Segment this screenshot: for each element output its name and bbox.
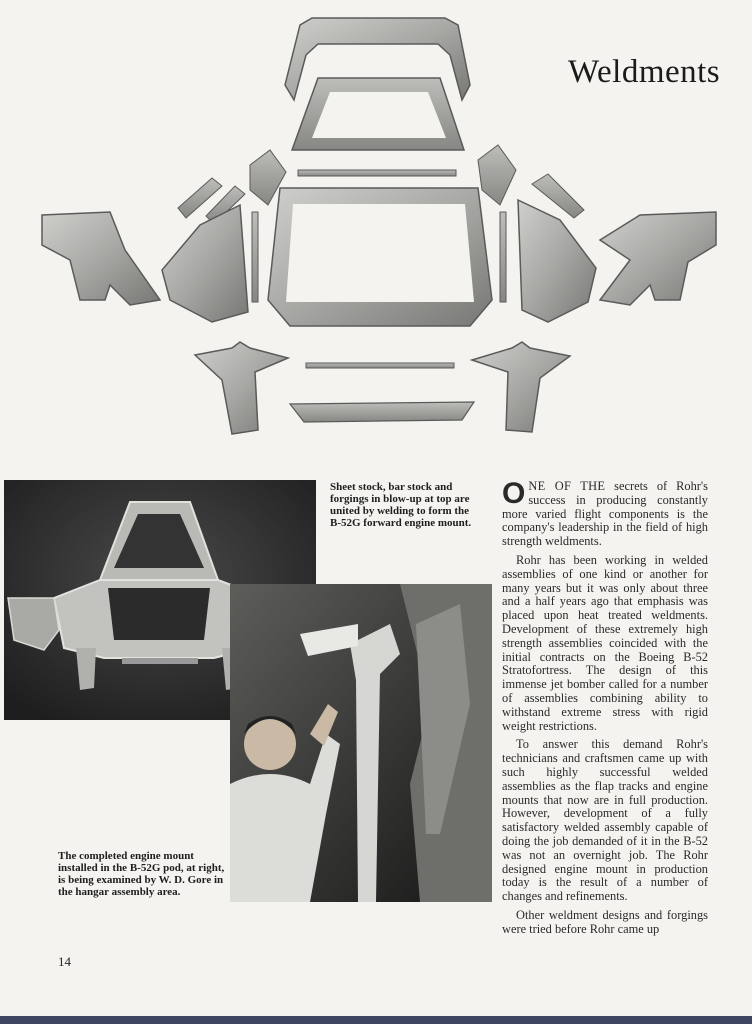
article-lead-paragraph xyxy=(502,477,708,549)
page-title: Weldments xyxy=(568,54,721,90)
article-body xyxy=(502,477,708,942)
exploded-parts-photo xyxy=(0,0,752,470)
caption-bottom: The completed engine mount installed in the B-52G pod, at right, is being examined by W. D. Gore in the hangar assembly area. xyxy=(58,850,225,898)
page-number: 14 xyxy=(58,954,71,969)
caption-top: Sheet stock, bar stock and forgings in blow-up at top are united by welding to form the B-52G forward engine mount. xyxy=(330,481,472,529)
lead-caps: NE OF THE xyxy=(528,479,606,493)
bottom-border xyxy=(0,1016,752,1024)
article-paragraph: Other weldment designs and forgings were tried before Rohr came up xyxy=(502,907,708,936)
lead-text: secrets of Rohr's success in producing constantly more varied flight components is the company's leadership in the field of high strength weldments. xyxy=(502,479,708,549)
article-paragraph: Rohr has been working in welded assemblies of one kind or another for many years but it was only about three and a half years ago that emphasis was placed upon heat treated weldments. Development of these extremely high strength assemblies coincided with the initial contracts on the Boeing B-52 Stratofortress. The design of this immense jet bomber called for a number of assemblies combining ability to withstand extreme stress with rigid weight restrictions. xyxy=(502,552,708,733)
article-paragraph: To answer this demand Rohr's technicians and craftsmen came up with such highly successful welded assemblies as the flap tracks and engine mounts that now are in full production. However, development of a fully satisfactory welded assembly capable of doing the job demanded of it in the B-52 was not an overnight job. The Rohr designed engine mount in production today is the result of a number of changes and refinements. xyxy=(502,737,708,904)
drop-cap: O xyxy=(502,477,526,510)
hangar-illustration xyxy=(230,584,492,902)
hangar-assembly-photo xyxy=(230,584,492,902)
